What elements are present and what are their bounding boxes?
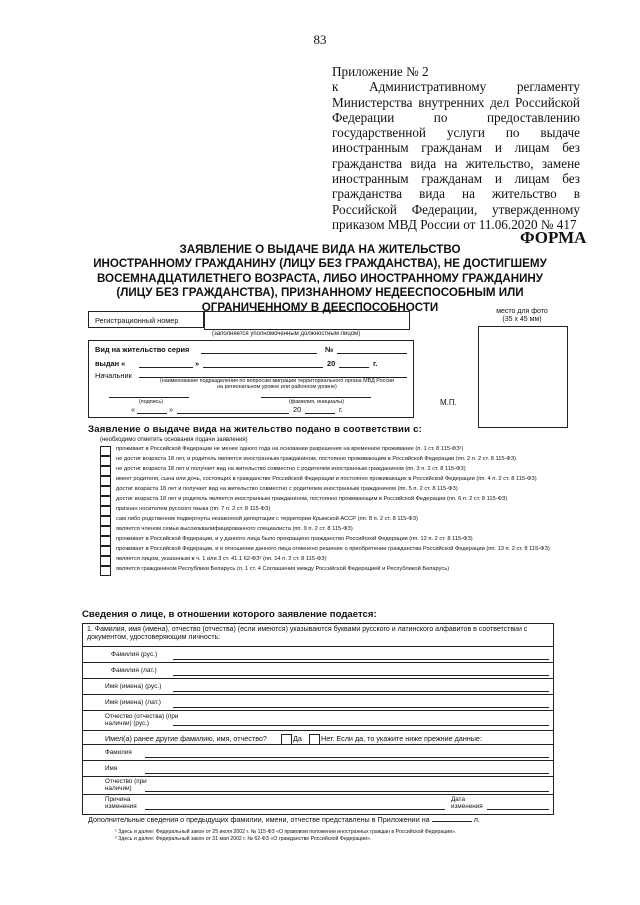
ground-option-text: имеет родителя, сына или дочь, состоящих в гражданстве Российской Федерации и постоянно проживающих в Российской Федерации (пп. 4 п. 2 ст. 8 115-ФЗ) (116, 475, 537, 482)
person-item1: 1. Фамилия, имя (имена), отчество (отчества) (если имеются) указываются буквами русского и латинского алфавитов в соответствии с документом, удостоверяющим личность: (87, 626, 528, 641)
reason-input[interactable] (145, 809, 445, 810)
grounds-subheading: (необходимо отметить основания подачи заявления) (100, 437, 248, 443)
grounds-heading: Заявление о выдаче вида на жительство подано в соответствии с: (88, 424, 423, 435)
date-open: « (131, 405, 136, 414)
checkbox[interactable] (100, 476, 111, 486)
ground-option-text: достиг возраста 18 лет и родитель является иностранным гражданином, постоянно проживающим в Российской Федерации (пп. 6 п. 2 ст. 8 115-ФЗ) (116, 495, 508, 502)
surname-lat-label: Фамилия (лат.) (111, 667, 157, 674)
chief-label: Начальник (95, 371, 132, 380)
signature-input[interactable] (109, 397, 189, 398)
person-table (82, 623, 554, 815)
reason-label: Причина изменения (105, 796, 137, 810)
name-note: (фамилия, инициалы) (289, 399, 344, 405)
year-suffix: г. (339, 405, 343, 414)
year-prefix: 20 (293, 405, 302, 414)
appendix-line: иностранным гражданам и лицам без (332, 140, 580, 156)
ground-option[interactable] (100, 526, 560, 533)
ground-option[interactable] (100, 536, 560, 543)
page-number: 83 (313, 32, 327, 47)
patronymic-rus-label: Отчество (отчества) (при наличии) (рус.) (105, 713, 179, 727)
ground-option[interactable] (100, 486, 560, 493)
appendix-line: гражданства вида на жительство, замене (332, 155, 580, 171)
ground-option-text: проживает в Российской Федерации, и у данного лица было прекращено гражданство Российской Федерации (пп. 12 п. 2 ст. 8 115-ФЗ) (116, 535, 473, 542)
checkbox[interactable] (100, 446, 111, 456)
appendix-line: Приложение № 2 (332, 64, 429, 79)
ground-option[interactable] (100, 466, 560, 473)
ground-option[interactable] (100, 546, 560, 553)
checkbox[interactable] (100, 466, 111, 476)
ground-option[interactable] (100, 446, 560, 453)
ground-option[interactable] (100, 566, 560, 573)
title-line: (ЛИЦУ БЕЗ ГРАЖДАНСТВА), ПРИЗНАННОМУ НЕДЕЕСПОСОБНЫМ ИЛИ (116, 286, 524, 300)
name-lat-input[interactable] (173, 707, 549, 708)
ground-option-text: не достиг возраста 18 лет и получает вид на жительство совместно с родителем иностранным гражданином (пп. 3 п. 2 ст. 8 115-ФЗ) (116, 465, 466, 472)
series-label: Вид на жительство серия (95, 345, 190, 354)
ground-option[interactable] (100, 476, 560, 483)
appendix-line: Министерства внутренних дел Российской (332, 94, 580, 110)
ground-option-text: проживает в Российской Федерации, и в отношении данного лица отменено решение о приобретении гражданства Российской Федерации (пп. 13 п. 2 ст. 8 115-ФЗ) (116, 545, 550, 552)
appendix-line: иностранным гражданам и лицам без (332, 171, 580, 187)
ground-option[interactable] (100, 456, 560, 463)
appendix-header (332, 64, 580, 232)
checkbox[interactable] (100, 566, 111, 576)
ground-option-text: проживает в Российской Федерации не менее одного года на основании разрешения на временное проживание (п. 1 ст. 8 115-ФЗ¹) (116, 446, 464, 452)
date-day-input[interactable] (137, 413, 167, 414)
date-year-input[interactable] (305, 413, 335, 414)
ground-option[interactable] (100, 516, 560, 523)
appendix-line: Российской Федерации, утвержденному (332, 201, 580, 217)
ground-option-text: является членом семьи высококвалифицированного специалиста (пп. 9 п. 2 ст. 8 115-ФЗ) (116, 525, 353, 532)
checkbox[interactable] (100, 496, 111, 506)
year-prefix: 20 (327, 359, 336, 368)
title-line: ВОСЕМНАДЦАТИЛЕТНЕГО ВОЗРАСТА, ЛИБО ИНОСТРАННОМУ ГРАЖДАНИНУ (96, 271, 544, 285)
number-label: № (325, 345, 334, 354)
person-heading: Сведения о лице, в отношении которого заявление подается: (82, 609, 377, 620)
year-suffix: г. (373, 359, 378, 368)
footnotes (115, 829, 585, 842)
prev-surname-input[interactable] (145, 757, 549, 758)
issued-year-input[interactable] (339, 367, 369, 368)
checkbox[interactable] (100, 546, 111, 556)
form-title (40, 243, 600, 315)
name-rus-label: Имя (имена) (рус.) (105, 683, 162, 690)
number-input[interactable] (337, 353, 407, 354)
residence-permit-block (88, 340, 414, 418)
ground-option-text: достиг возраста 18 лет и получает вид на жительство совместно с родителем иностранным гражданином (пп. 5 п. 2 ст. 8 115-ФЗ) (116, 485, 458, 492)
ground-option-text: является гражданином Республики Беларусь (п. 1 ст. 4 Соглашения между Российской Федерацией и Республикой Беларусь) (116, 565, 450, 572)
change-date-input[interactable] (487, 809, 549, 810)
photo-placeholder[interactable] (478, 326, 568, 428)
grounds-options (100, 446, 560, 576)
issued-day-input[interactable] (139, 367, 193, 368)
checkbox[interactable] (100, 506, 111, 516)
date-close: » (169, 405, 174, 414)
quote-close: » (195, 359, 200, 368)
prev-name-input[interactable] (145, 773, 549, 774)
checkbox[interactable] (100, 456, 111, 466)
footnote: ² Здесь и далее: Федеральный закон от 31 мая 2002 г. № 62-ФЗ «О гражданстве Российской Федерации». (115, 835, 372, 842)
footnote: ¹ Здесь и далее: Федеральный закон от 25 июля 2002 г. № 115-ФЗ «О правовом положении иностранных граждан в Российской Федерации». (115, 829, 457, 835)
ground-option-text: не достиг возраста 18 лет, и родитель является иностранным гражданином, постоянно проживающим в Российской Федерации (пп. 2 п. 2 ст. 8 115-ФЗ) (116, 455, 517, 462)
appendix-line: Федерации по предоставлению (332, 109, 580, 125)
change-date-label: Дата изменения (451, 796, 483, 810)
additional-info-text: Дополнительные сведения о предыдущих фамилии, имени, отчестве представлены в Приложении на (88, 815, 430, 824)
name-input[interactable] (261, 397, 371, 398)
ground-option[interactable] (100, 506, 560, 513)
checkbox[interactable] (100, 516, 111, 526)
date-month-input[interactable] (177, 413, 289, 414)
prev-patronymic-input[interactable] (145, 791, 549, 792)
appendix-line: государственной услуги по выдаче (332, 125, 580, 141)
chief-note-line: (наименование подразделения по вопросам миграции территориального органа МВД России (159, 378, 395, 384)
surname-rus-input[interactable] (173, 659, 549, 660)
checkbox[interactable] (100, 486, 111, 496)
ground-option-text: является лицом, указанным в ч. 1 или 3 ст. 41.1 62-ФЗ² (пп. 14 п. 2 ст. 8 115-ФЗ) (116, 555, 327, 562)
surname-rus-label: Фамилия (рус.) (111, 651, 158, 658)
prev-name-label: Имя (105, 765, 118, 772)
checkbox[interactable] (100, 526, 111, 536)
appendix-line: гражданства вида на жительство в (332, 186, 580, 202)
chief-note-line: на региональном уровне или районном уровне) (217, 384, 337, 390)
registration-number-input[interactable] (204, 311, 410, 330)
registration-label: Регистрационный номер (88, 311, 204, 328)
title-line: ИНОСТРАННОМУ ГРАЖДАНИНУ (ЛИЦУ БЕЗ ГРАЖДАНСТВА), НЕ ДОСТИГШЕМУ (93, 257, 547, 271)
issued-month-input[interactable] (203, 367, 323, 368)
prev-names-question: Имел(а) ранее другие фамилию, имя, отчество? (105, 734, 267, 743)
photo-caption (484, 308, 560, 324)
stamp-place-label: М.П. (440, 398, 457, 407)
title-line: ОГРАНИЧЕННОМУ В ДЕЕСПОСОБНОСТИ (201, 300, 439, 314)
surname-lat-input[interactable] (173, 675, 549, 676)
series-input[interactable] (201, 353, 317, 354)
appendix-line: приказом МВД России от 11.06.2020 № 417 (332, 216, 577, 232)
chief-note (147, 378, 407, 390)
registration-note: (заполняется уполномоченным должностным лицом) (212, 331, 361, 337)
additional-pages-input[interactable] (432, 821, 472, 822)
checkbox[interactable] (100, 556, 111, 566)
photo-label: место для фото (496, 308, 548, 315)
prev-no-label: Нет. Если да, то укажите ниже прежние данные: (321, 734, 482, 743)
ground-option[interactable] (100, 496, 560, 503)
signature-note: (подпись) (139, 399, 163, 405)
name-rus-input[interactable] (173, 691, 549, 692)
issued-label: выдан « (95, 359, 126, 368)
prev-surname-label: Фамилия (105, 749, 132, 756)
additional-info (88, 815, 480, 824)
title-line: ЗАЯВЛЕНИЕ О ВЫДАЧЕ ВИДА НА ЖИТЕЛЬСТВО (179, 243, 461, 256)
additional-info-suffix: л. (473, 815, 480, 824)
forma-label: ФОРМА (520, 228, 587, 247)
ground-option-text: признан носителем русского языка (пп. 7 п. 2 ст. 8 115-ФЗ) (116, 505, 271, 512)
prev-patronymic-label: Отчество (при наличии) (105, 778, 147, 792)
prev-yes-label: Да (293, 734, 302, 743)
photo-size-label: (35 х 45 мм) (502, 316, 542, 323)
checkbox[interactable] (100, 536, 111, 546)
appendix-line: к Административному регламенту (332, 79, 580, 95)
name-lat-label: Имя (имена) (лат.) (105, 699, 161, 706)
ground-option[interactable] (100, 556, 560, 563)
ground-option-text: сам либо родственник подвергнуты незаконной депортации с территории Крымской АССР (пп. 8 п. 2 ст. 8 115-ФЗ) (116, 515, 418, 522)
patronymic-rus-input[interactable] (173, 725, 549, 726)
